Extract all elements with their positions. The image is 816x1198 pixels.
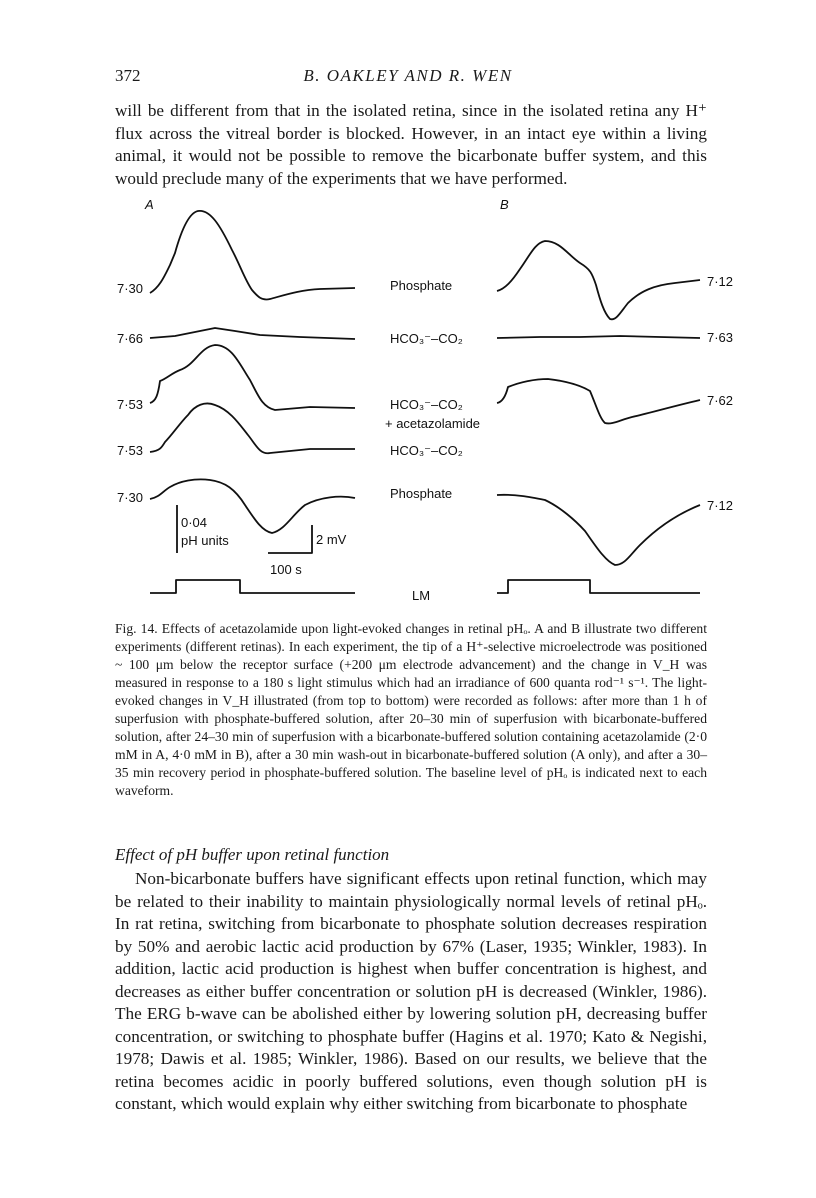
panel-b-label: B — [500, 197, 509, 212]
trace-b-phosphate — [497, 241, 700, 319]
stimulus-label: LM — [412, 588, 431, 603]
ph-b-row3: 7·62 — [707, 393, 734, 408]
trace-a-hco3 — [150, 328, 355, 339]
condition-row2: HCO₃⁻–CO₂ — [390, 331, 463, 346]
section-heading: Effect of pH buffer upon retinal function — [115, 845, 390, 864]
ph-a-row1: 7·30 — [117, 281, 144, 296]
ph-a-row4: 7·53 — [117, 443, 144, 458]
trace-b-hco3 — [497, 336, 700, 338]
trace-a-washout — [150, 403, 355, 453]
trace-b-acetazolamide — [497, 379, 700, 423]
condition-row3: HCO₃⁻–CO₂ — [390, 397, 463, 412]
ph-a-row2: 7·66 — [117, 331, 144, 346]
ph-b-row5: 7·12 — [707, 498, 734, 513]
scale-mv: 2 mV — [316, 532, 347, 547]
condition-row5: Phosphate — [390, 486, 453, 501]
ph-a-row5: 7·30 — [117, 490, 144, 505]
ph-a-row3: 7·53 — [117, 397, 144, 412]
stimulus-trace-b — [497, 580, 700, 593]
running-head: B. OAKLEY AND R. WEN — [303, 66, 513, 85]
trace-a-phosphate — [150, 211, 355, 300]
trace-b-phosphate-2 — [497, 495, 700, 565]
figure-14 — [0, 195, 816, 615]
figure-caption: Fig. 14. Effects of acetazolamide upon light-evoked changes in retinal pHₒ. A and B illustrate two different experiments (different retinas). In each experiment, the tip of a H⁺-selective microelectrode was positioned ~ 100 μm below the receptor surface (+200 μm electrode advancement) and the change in V_H was measured in response to a 180 s light stimulus which had an irradiance of 600 quanta rod⁻¹ s⁻¹. The light-evoked changes in V_H illustrated (from top to bottom) were recorded as follows: after more than 1 h of superfusion with phosphate-buffered solution, after 20–30 min of superfusion with bicarbonate-buffered solution, after 24–30 min of superfusion with a bicarbonate-buffered solution containing acetazolamide (2·0 mM in A, 4·0 mM in B), after a 30 min wash-out in bicarbonate-buffered solution (A only), and after a 30–35 min recovery period in phosphate-buffered solution. The baseline level of pHₒ is indicated next to each waveform. — [115, 621, 707, 798]
page-number: 372 — [115, 66, 141, 85]
ph-b-row1: 7·12 — [707, 274, 734, 289]
body-paragraph: Non-bicarbonate buffers have significant effects upon retinal function, which may be related to their inability to maintain physiologically normal levels of retinal pHₒ. In rat retina, switching from bicarbonate to phosphate solution decreases respiration by 50% and aerobic lactic acid production by 67% (Laser, 1935; Winkler, 1983). In addition, lactic acid production is highest when buffer concentration is highest, and decreases as either buffer concentration or solution pH is decreased (Winkler, 1986). The ERG b-wave can be abolished either by lowering solution pH, decreasing buffer concentration, or switching to phosphate buffer (Hagins et al. 1970; Kato & Negishi, 1978; Dawis et al. 1985; Winkler, 1986). Based on our results, we believe that the retina becomes acidic in poorly buffered solutions, even though solution pH is constant, which would explain why either switching from bicarbonate to phosphate — [115, 869, 707, 1113]
condition-row1: Phosphate — [390, 278, 453, 293]
condition-row3-sub: + acetazolamide — [385, 416, 481, 431]
scale-bar-mv-time — [268, 525, 312, 553]
stimulus-trace-a — [150, 580, 355, 593]
trace-a-acetazolamide — [150, 345, 355, 410]
panel-a-label: A — [145, 197, 154, 212]
scale-time: 100 s — [270, 562, 302, 577]
top-paragraph: will be different from that in the isolated retina, since in the isolated retina any H⁺ flux across the vitreal border is blocked. However, in an intact eye within a living animal, it would not be possible to remove the bicarbonate buffer system, and this would preclude many of the experiments that we have performed. — [115, 101, 707, 188]
ph-b-row2: 7·63 — [707, 330, 734, 345]
scale-ph-value: 0·04 — [181, 515, 208, 530]
scale-ph-unit: pH units — [181, 533, 229, 548]
condition-row4: HCO₃⁻–CO₂ — [390, 443, 463, 458]
